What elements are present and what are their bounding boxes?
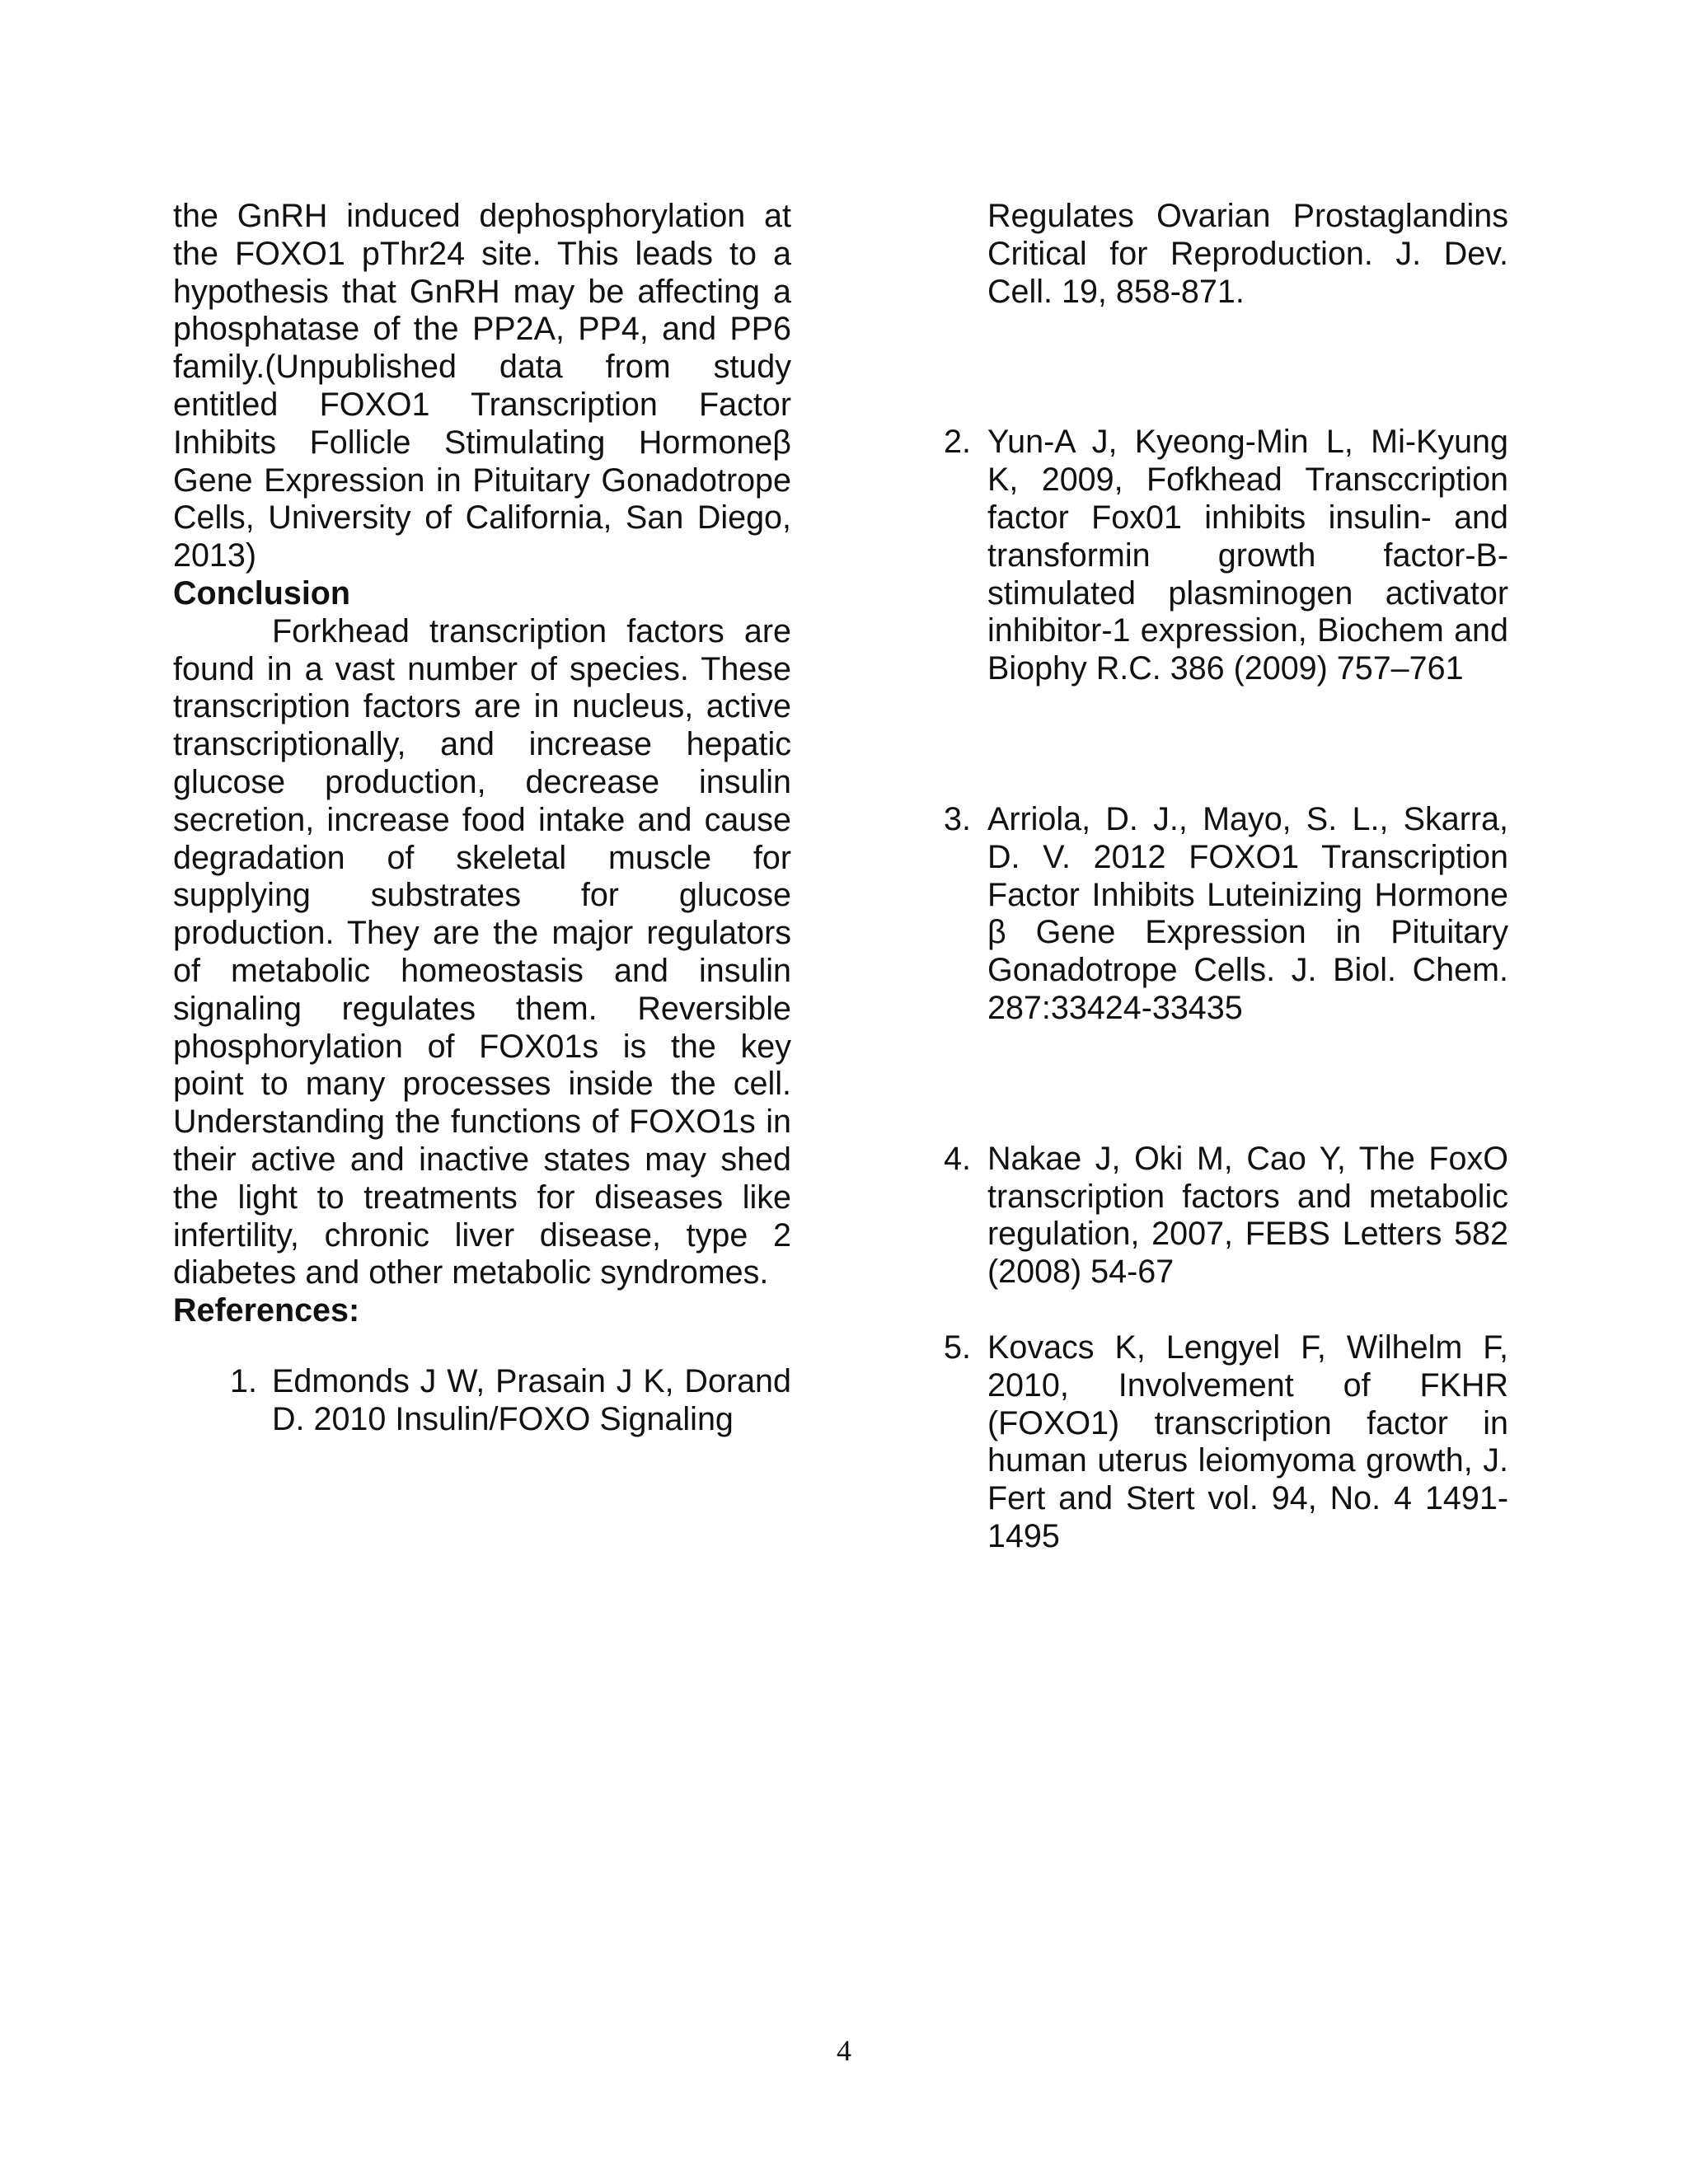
reference-number: 3. — [944, 800, 971, 837]
reference-text: Yun-A J, Kyeong-Min L, Mi-Kyung K, 2009, Fofkhead Transccription factor Fox01 inhibits insulin- and transformin growth factor-B- stimulated plasminogen activator inhibitor-1 expression, Biochem and Biophy R.C. 386 (2009) 757–761 — [987, 424, 1508, 687]
references-heading: References: — [173, 1292, 360, 1329]
reference-text: Arriola, D. J., Mayo, S. L., Skarra, D. V. 2012 FOXO1 Transcription Factor Inhibits Luteinizing Hormone β Gene Expression in Pituitary Gonadotrope Cells. J. Biol. Chem. 287:33424-33435 — [987, 800, 1508, 1026]
reference-list-left — [173, 1363, 791, 1439]
reference-number: 5. — [944, 1329, 971, 1366]
reference-text: Nakae J, Oki M, Cao Y, The FoxO transcription factors and metabolic regulation, 2007, FEBS Letters 582 (2008) 54-67 — [987, 1140, 1508, 1291]
page-number: 4 — [837, 2034, 851, 2067]
intro-paragraph: the GnRH induced dephosphorylation at the FOXO1 pThr24 site. This leads to a hypothesis that GnRH may be affecting a phosphatase of the PP2A, PP4, and PP6 family.(Unpublished data from study entitled FOXO1 Transcription Factor Inhibits Follicle Stimulating Hormoneβ Gene Expression in Pituitary Gonadotrope Cells, University of California, San Diego, 2013) — [173, 198, 791, 574]
reference-item-4 — [931, 1141, 1508, 1291]
reference-text: Regulates Ovarian Prostaglandins Critical for Reproduction. J. Dev. Cell. 19, 858-871. — [987, 198, 1508, 310]
left-column — [173, 198, 791, 1439]
conclusion-heading: Conclusion — [173, 574, 351, 612]
reference-number: 1. — [230, 1362, 257, 1399]
right-column — [931, 198, 1508, 1556]
reference-text: Edmonds J W, Prasain J K, Dorand D. 2010 Insulin/FOXO Signaling — [272, 1362, 791, 1437]
reference-number: 4. — [944, 1140, 971, 1177]
reference-item-1-continuation — [931, 198, 1508, 311]
conclusion-paragraph: Forkhead transcription factors are found in a vast number of species. These transcription factors are in nucleus, active transcriptionally, and increase hepatic glucose production, decrease insulin secretion, increase food intake and cause degradation of skeletal muscle for supplying substrates for glucose production. They are the major regulators of metabolic homeostasis and insulin signaling regulates them. Reversible phosphorylation of FOX01s is the key point to many processes inside the cell. Understanding the functions of FOXO1s in their active and inactive states may shed the light to treatments for diseases like infertility, chronic liver disease, type 2 diabetes and other metabolic syndromes. — [173, 612, 791, 1291]
reference-item-3 — [931, 801, 1508, 1028]
reference-item-1 — [173, 1363, 791, 1439]
reference-item-2 — [931, 424, 1508, 688]
reference-item-5 — [931, 1329, 1508, 1556]
reference-number: 2. — [944, 424, 971, 461]
reference-text: Kovacs K, Lengyel F, Wilhelm F, 2010, Involvement of FKHR (FOXO1) transcription factor in human uterus leiomyoma growth, J. Fert and Stert vol. 94, No. 4 1491-1495 — [987, 1329, 1508, 1554]
